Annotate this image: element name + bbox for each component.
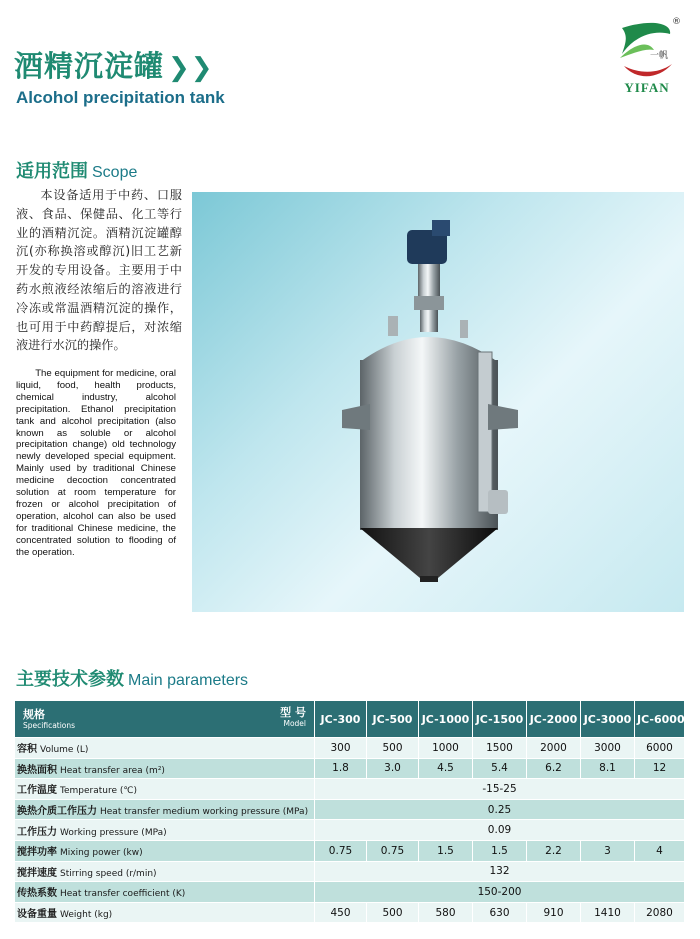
row-value: 450 xyxy=(315,902,367,923)
table-header-row xyxy=(15,701,685,738)
row-value: 2080 xyxy=(635,902,685,923)
row-value: 910 xyxy=(527,902,581,923)
table-row xyxy=(15,861,685,882)
model-header: JC-3000 xyxy=(581,701,635,738)
row-value-merged: -15-25 xyxy=(315,779,685,800)
row-value: 1410 xyxy=(581,902,635,923)
spec-header-cn: 规格 xyxy=(23,708,45,721)
logo-swoosh-red xyxy=(624,64,672,76)
row-value: 6000 xyxy=(635,738,685,759)
row-label-cn: 搅拌速度 xyxy=(17,867,57,879)
row-label-en: Working pressure (MPa) xyxy=(60,827,167,838)
row-value: 3000 xyxy=(581,738,635,759)
table-row xyxy=(15,758,685,779)
row-value: 3 xyxy=(581,840,635,861)
tank-body xyxy=(360,360,498,530)
row-value: 4 xyxy=(635,840,685,861)
row-label xyxy=(15,779,315,800)
logo-brand-cn: 一帆 xyxy=(650,51,669,61)
row-value: 1.8 xyxy=(315,758,367,779)
shaft-housing xyxy=(418,264,440,300)
row-value: 5.4 xyxy=(473,758,527,779)
support-lug-right xyxy=(488,404,518,430)
row-label-en: Weight (kg) xyxy=(60,910,113,921)
nozzle-2 xyxy=(460,320,468,338)
tank-cone xyxy=(360,528,498,578)
row-label-en: Volume (L) xyxy=(40,745,89,756)
row-value: 300 xyxy=(315,738,367,759)
scope-heading-cn: 适用范围 xyxy=(16,161,88,182)
table-row xyxy=(15,840,685,861)
tank-dome xyxy=(360,337,498,362)
scope-description-cn: 本设备适用于中药、口服液、食品、保健品、化工等行业的酒精沉淀。酒精沉淀罐醇沉(亦称换溶或醇沉)旧工艺新开发的专用设备。主要用于中药水煎液经浓缩后的溶液进行冷冻或常温酒精沉淀的操作，也可用于中药醇提后，对浓缩液进行水沉的操作。 xyxy=(16,188,182,353)
scope-heading xyxy=(16,157,137,183)
row-label xyxy=(15,882,315,903)
model-header: JC-500 xyxy=(367,701,419,738)
row-label xyxy=(15,902,315,923)
table-row xyxy=(15,882,685,903)
row-label xyxy=(15,758,315,779)
row-label-cn: 换热面积 xyxy=(17,764,57,776)
row-label-en: Temperature (℃) xyxy=(60,786,138,797)
row-label-cn: 工作压力 xyxy=(17,826,57,838)
row-label-cn: 换热介质工作压力 xyxy=(17,806,97,818)
scope-heading-en: Scope xyxy=(92,164,138,181)
row-value: 500 xyxy=(367,902,419,923)
spec-header-en: Specifications xyxy=(23,721,76,730)
registered-mark: ® xyxy=(672,17,681,27)
valve xyxy=(488,490,508,514)
row-label xyxy=(15,799,315,820)
nozzle-1 xyxy=(388,316,398,336)
row-value: 1.5 xyxy=(473,840,527,861)
row-value: 3.0 xyxy=(367,758,419,779)
row-value: 8.1 xyxy=(581,758,635,779)
row-value: 2000 xyxy=(527,738,581,759)
model-header-cn: 型 号 xyxy=(280,706,306,719)
row-value: 2.2 xyxy=(527,840,581,861)
row-label-en: Stirring speed (r/min) xyxy=(60,868,157,879)
params-heading xyxy=(16,665,248,691)
side-pipe xyxy=(478,352,492,512)
row-value: 0.75 xyxy=(315,840,367,861)
model-header: JC-300 xyxy=(315,701,367,738)
row-value: 1.5 xyxy=(419,840,473,861)
row-value-merged: 150-200 xyxy=(315,882,685,903)
row-label-en: Heat transfer medium working pressure (MPa) xyxy=(100,807,309,818)
model-header: JC-6000 xyxy=(635,701,685,738)
row-value-merged: 132 xyxy=(315,861,685,882)
row-label-cn: 传热系数 xyxy=(17,888,57,900)
row-label-en: Heat transfer coefficient (K) xyxy=(60,889,186,900)
table-row xyxy=(15,799,685,820)
table-row xyxy=(15,779,685,800)
row-value: 1500 xyxy=(473,738,527,759)
tank-illustration xyxy=(192,192,684,612)
row-value: 500 xyxy=(367,738,419,759)
outlet xyxy=(420,576,438,582)
chevron-right-icon: ❯❯ xyxy=(168,53,214,83)
table-row xyxy=(15,738,685,759)
table-row xyxy=(15,820,685,841)
row-value: 1000 xyxy=(419,738,473,759)
table-row xyxy=(15,902,685,923)
logo-brand-text: YIFAN xyxy=(624,80,670,95)
row-label-cn: 搅拌功率 xyxy=(17,847,57,859)
row-label xyxy=(15,820,315,841)
row-label xyxy=(15,840,315,861)
row-value: 4.5 xyxy=(419,758,473,779)
scope-description-en: The equipment for medicine, oral liquid, food, health products, chemical industry, alcohol precipitation. Ethanol precipitation tank and alcohol precipitation (also known as soluble or alcohol precipitation change) old technology newly developed special equipment. Mainly used by traditional Chinese medicine decoction concentrated solution at room temperature for frozen or alcohol precipitation of operation, alcohol can also be used for traditional Chinese medicine, the concentrated solution to flooding of the operation. xyxy=(16,368,176,558)
row-label-en: Mixing power (kw) xyxy=(60,848,143,859)
row-value: 580 xyxy=(419,902,473,923)
row-value: 12 xyxy=(635,758,685,779)
params-heading-cn: 主要技术参数 xyxy=(16,669,124,690)
row-label-cn: 容积 xyxy=(17,744,37,756)
motor-cap xyxy=(432,220,450,236)
model-header-en: Model xyxy=(283,719,306,728)
row-value-merged: 0.25 xyxy=(315,799,685,820)
spec-header-cell xyxy=(15,701,315,738)
row-value: 630 xyxy=(473,902,527,923)
model-header: JC-1500 xyxy=(473,701,527,738)
shaft xyxy=(420,310,438,332)
spec-table-body xyxy=(15,738,685,923)
row-value: 6.2 xyxy=(527,758,581,779)
page-title-cn: 酒精沉淀罐 xyxy=(14,49,165,83)
row-label-cn: 设备重量 xyxy=(17,909,57,921)
params-heading-en: Main parameters xyxy=(128,672,249,689)
gearbox xyxy=(414,296,444,310)
model-header: JC-1000 xyxy=(419,701,473,738)
row-value-merged: 0.09 xyxy=(315,820,685,841)
page-subtitle: Alcohol precipitation tank xyxy=(16,88,225,107)
row-label-en: Heat transfer area (m²) xyxy=(60,765,165,776)
page-title xyxy=(14,44,214,85)
spec-table xyxy=(14,700,685,923)
model-header: JC-2000 xyxy=(527,701,581,738)
row-label xyxy=(15,738,315,759)
product-photo xyxy=(192,192,684,612)
row-label xyxy=(15,861,315,882)
row-label-cn: 工作温度 xyxy=(17,785,57,797)
row-value: 0.75 xyxy=(367,840,419,861)
support-lug-left xyxy=(342,404,370,430)
